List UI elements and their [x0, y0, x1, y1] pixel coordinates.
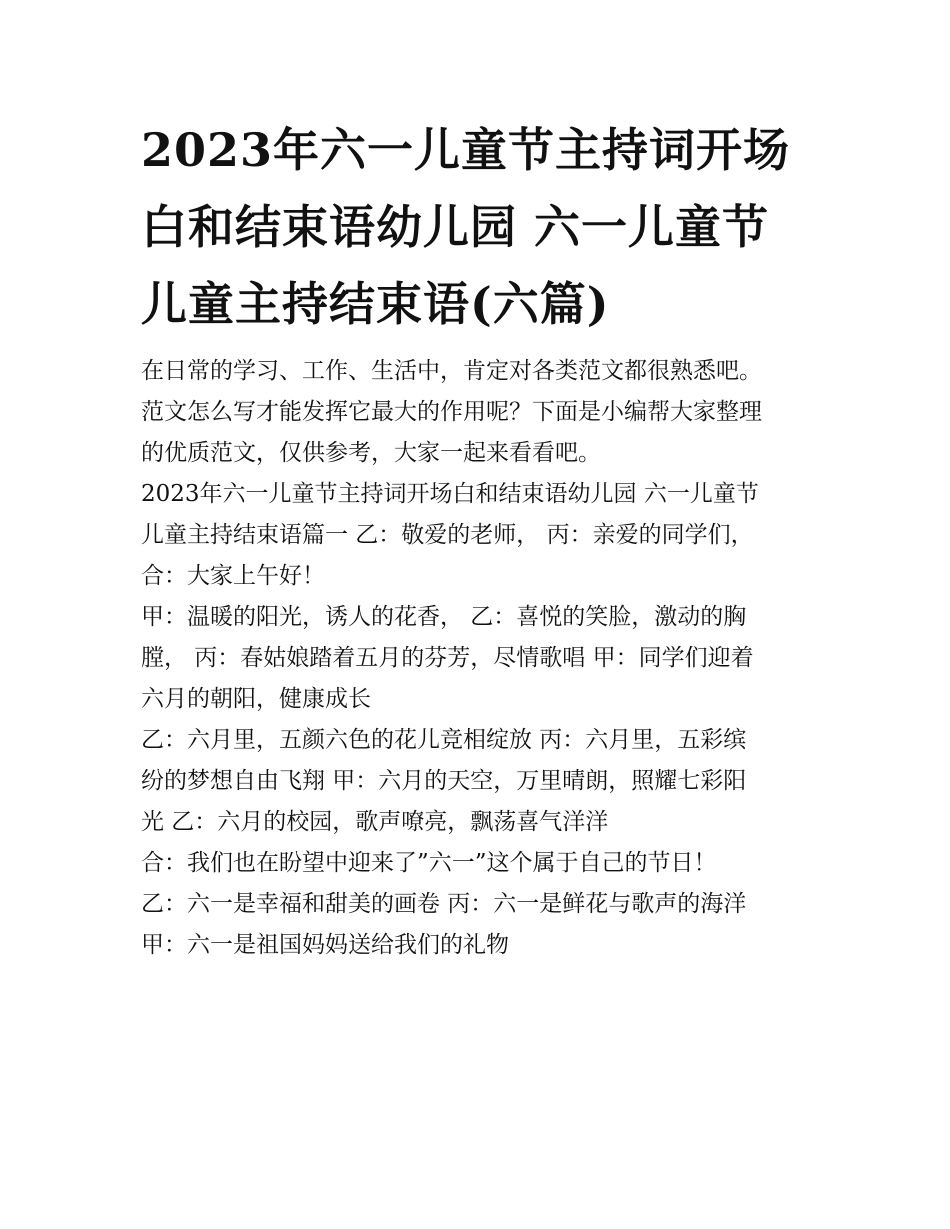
paragraph-line: 六月的朝阳，健康成长	[141, 686, 371, 712]
paragraph-line: 范文怎么写才能发挥它最大的作用呢？下面是小编帮大家整理	[141, 399, 762, 425]
paragraph-dialogue-3	[141, 843, 814, 884]
paragraph-line: 乙：六一是幸福和甜美的画卷 丙：六一是鲜花与歌声的海洋	[141, 891, 747, 917]
paragraph-line: 膛， 丙：春姑娘踏着五月的芬芳，尽情歌唱 甲：同学们迎着	[141, 645, 754, 671]
paragraph-line: 甲：温暖的阳光，诱人的花香， 乙：喜悦的笑脸，激动的胸	[141, 604, 747, 630]
paragraph-line: 乙：六月里，五颜六色的花儿竞相绽放 丙：六月里，五彩缤	[141, 727, 747, 753]
paragraph-line: 在日常的学习、工作、生活中，肯定对各类范文都很熟悉吧。	[141, 358, 762, 384]
document-body	[141, 351, 814, 966]
paragraph-line: 合：我们也在盼望中迎来了”六一”这个属于自己的节日！	[141, 850, 717, 876]
paragraph-line: 儿童主持结束语篇一 乙：敬爱的老师， 丙：亲爱的同学们，	[141, 522, 754, 548]
paragraph-intro	[141, 351, 814, 474]
document-title: 2023年六一儿童节主持词开场白和结束语幼儿园 六一儿童节儿童主持结束语(六篇)	[141, 123, 791, 331]
paragraph-dialogue-2	[141, 720, 814, 843]
paragraph-line: 纷的梦想自由飞翔 甲：六月的天空，万里晴朗，照耀七彩阳	[141, 768, 747, 794]
paragraph-line: 2023年六一儿童节主持词开场白和结束语幼儿园 六一儿童节	[141, 481, 759, 507]
paragraph-section-heading	[141, 474, 814, 597]
paragraph-line: 合：大家上午好！	[141, 563, 325, 589]
paragraph-line: 光 乙：六月的校园，歌声嘹亮，飘荡喜气洋洋	[141, 809, 609, 835]
paragraph-dialogue-1	[141, 597, 814, 720]
paragraph-dialogue-4	[141, 884, 814, 966]
paragraph-line: 的优质范文，仅供参考，大家一起来看看吧。	[141, 440, 601, 466]
paragraph-line: 甲：六一是祖国妈妈送给我们的礼物	[141, 932, 509, 958]
